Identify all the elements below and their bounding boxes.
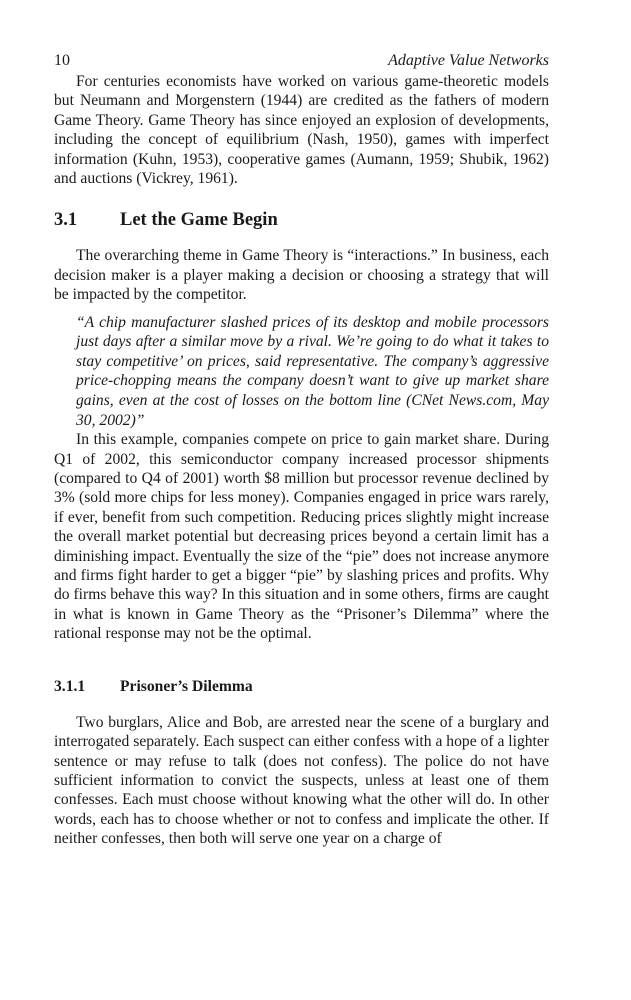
subsection-title: Prisoner’s Dilemma — [120, 677, 253, 695]
running-head — [54, 50, 549, 72]
section-paragraph: The overarching theme in Game Theory is “interactions.” In business, each decision maker is a player making a decision or choosing a strategy that will be impacted by the competitor. — [54, 247, 549, 304]
subsection-number: 3.1.1 — [54, 677, 86, 695]
section-title: Let the Game Begin — [120, 210, 278, 231]
block-quote: “A chip manufacturer slashed prices of its desktop and mobile processors just days after a similar move by a rival. We’re going to do what it takes to stay competitive’ on prices, said representative. The company’s aggressive price-chopping means the company doesn’t want to give up market share gains, even at the cost of losses on the bottom line (CNet News.com, May 30, 2002)” — [76, 313, 549, 429]
subsection-paragraph: Two burglars, Alice and Bob, are arrested near the scene of a burglary and interrogated separately. Each suspect can either confess with a hope of a lighter sentence or may refuse to talk (does not confess). The police do not have sufficient information to convict the suspects, unless at least one of them confesses. Each must choose without knowing what the other will do. In other words, each has to choose whether or not to confess and implicate the other. If neither confesses, then both will serve one year on a charge of — [54, 713, 549, 848]
book-page — [54, 50, 549, 849]
page-number: 10 — [54, 52, 70, 69]
section-heading — [54, 208, 549, 232]
section-number: 3.1 — [54, 210, 78, 231]
book-title: Adaptive Value Networks — [388, 52, 549, 69]
intro-paragraph: For centuries economists have worked on various game-theoretic models but Neumann and Morgenstern (1944) are credited as the fathers of modern Game Theory. Game Theory has since enjoyed an explosion of developments, including the concept of equilibrium (Nash, 1950), games with imperfect information (Kuhn, 1953), cooperative games (Aumann, 1959; Shubik, 1962) and auctions (Vickrey, 1961). — [54, 73, 549, 188]
subsection-heading — [54, 677, 549, 697]
example-paragraph: In this example, companies compete on price to gain market share. During Q1 of 2002, this semiconductor company increased processor shipments (compared to Q4 of 2001) worth $8 million but processor revenue declined by 3% (sold more chips for less money). Companies engaged in price wars rarely, if ever, benefit from such competition. Reducing prices slightly might increase the overall market potential but decreasing prices beyond a certain limit has a diminishing impact. Eventually the size of the “pie” does not increase anymore and firms fight harder to get a bigger “pie” by slashing prices and profits. Why do firms behave this way? In this situation and in some others, firms are caught in what is known in Game Theory as the “Prisoner’s Dilemma” where the rational response may not be the optimal. — [54, 431, 549, 643]
